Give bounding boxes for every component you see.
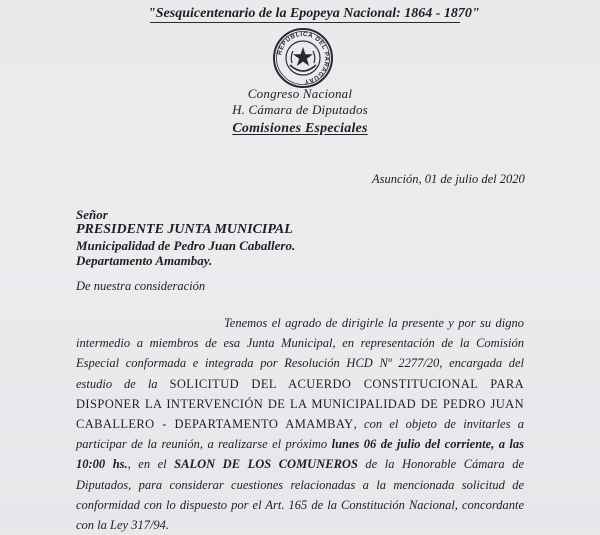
greeting: De nuestra consideración — [76, 279, 206, 293]
recipient-department: Departamento Amambay. — [76, 253, 213, 268]
recipient-organization: Municipalidad de Pedro Juan Caballero. — [76, 238, 296, 253]
paraguay-seal-icon — [272, 27, 334, 89]
body-meeting-time: lunes 06 de julio del corriente, a las 10:00 hs. — [76, 437, 524, 472]
body-intro: Tenemos el agrado de dirigirle la presente y por su digno intermedio a miembros de esa Junta Municipal, en representación de la Comisión Especial conformada e integrada por Resolución HCD Nº 2277/20, encargada del estudio de la — [76, 316, 524, 391]
institution-congress: Congreso Nacional — [247, 86, 353, 101]
body-meeting-room: SALON DE LOS COMUNEROS — [174, 457, 358, 472]
letter-date: Asunción, 01 de julio del 2020 — [372, 172, 525, 186]
institution-commissions: Comisiones Especiales — [232, 121, 368, 136]
body-location-prefix: , en el — [127, 457, 175, 472]
body-closing: de la Honorable Cámara de Diputados, para considerar cuestiones relacionadas a la mencionada solicitud de conformidad con lo dispuesto por el Art. 165 de la Constitución Nacional, concordante con la Ley 317/94. — [76, 457, 524, 533]
body-invitation: , con el objeto de invitarles a participar de la reunión, a realizarse el próximo — [76, 417, 524, 452]
letter-body — [76, 313, 524, 535]
motto-divider — [150, 22, 460, 23]
recipient-title: PRESIDENTE JUNTA MUNICIPAL — [76, 222, 293, 237]
body-subject: SOLICITUD DEL ACUERDO CONSTITUCIONAL PARA DISPONER LA INTERVENCIÓN DE LA MUNICIPALIDAD DE PEDRO JUAN CABALLERO - DEPARTAMENTO AMAMBAY — [76, 376, 524, 432]
institution-chamber: H. Cámara de Diputados — [232, 102, 368, 117]
seal-text: REPÚBLICA DEL PARAGUAY — [276, 30, 331, 86]
motto-heading: "Sesquicentenario de la Epopeya Nacional: 1864 - 1870" — [148, 6, 480, 21]
salutation: Señor — [76, 207, 108, 222]
